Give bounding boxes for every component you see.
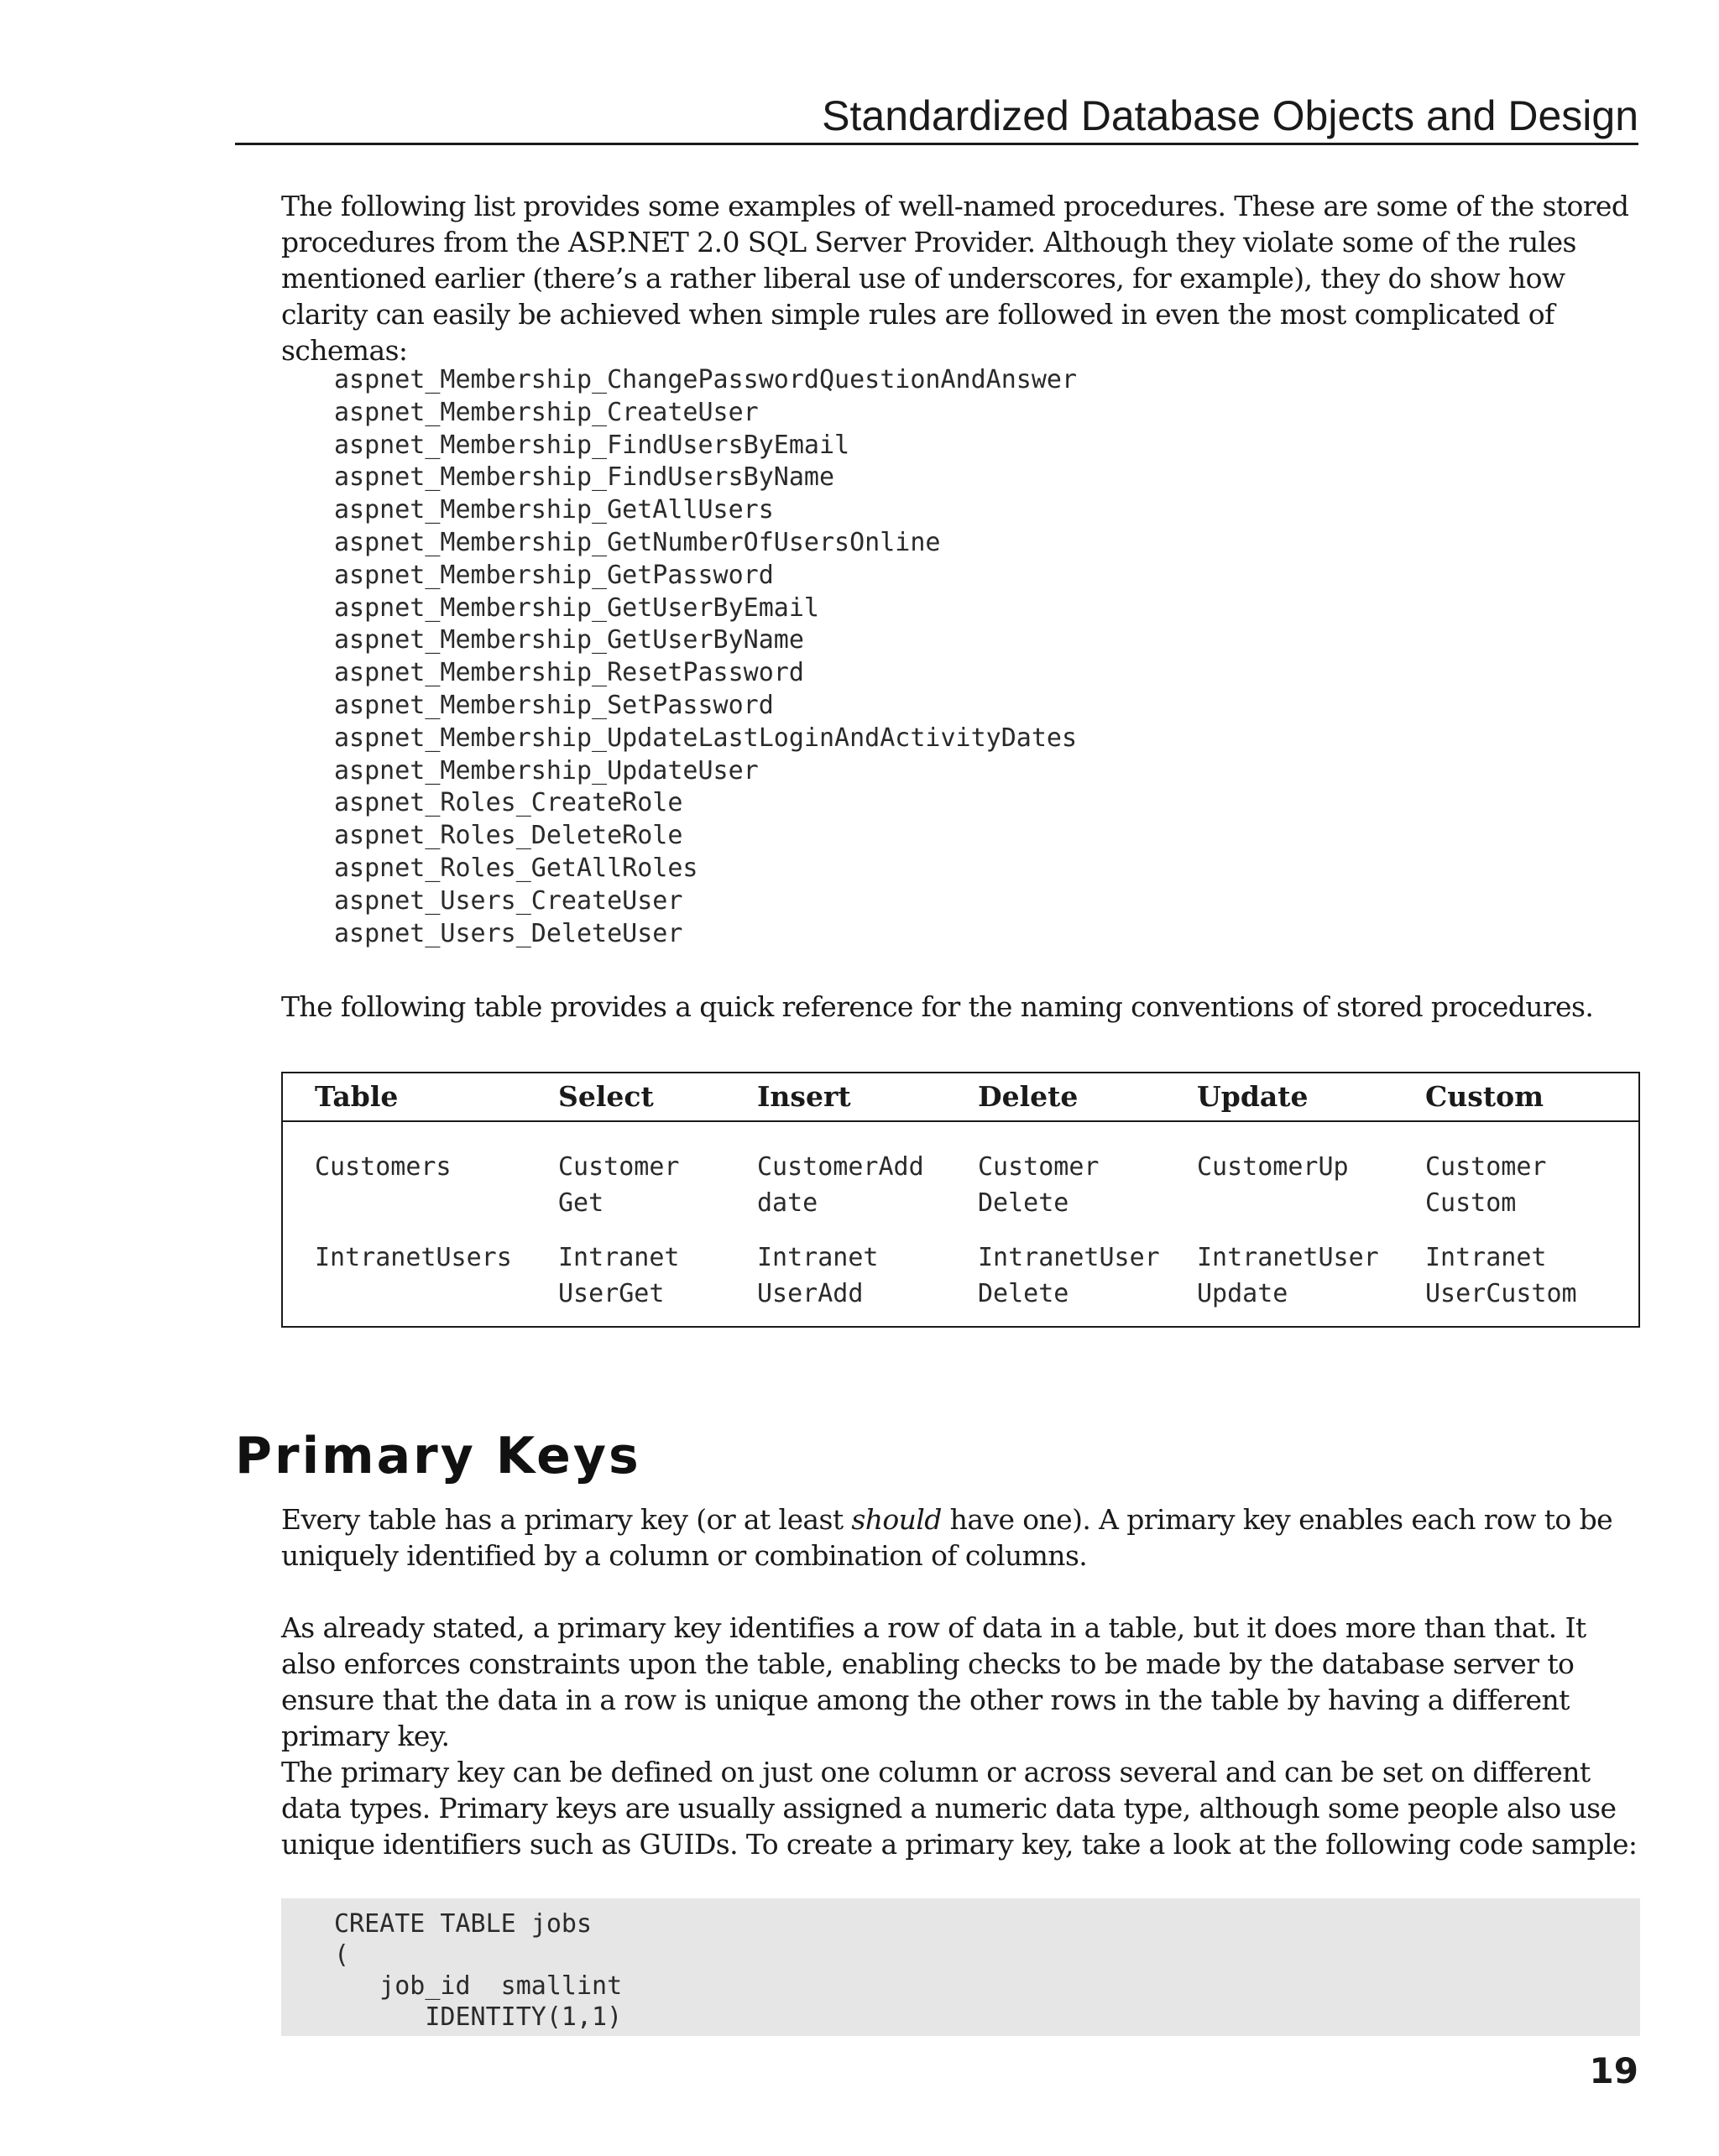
procedure-item: aspnet_Membership_ResetPassword [334, 658, 804, 688]
table-cell: Intranet UserGet [558, 1243, 680, 1308]
table-cell: Customer Delete [978, 1152, 1100, 1218]
p1-text-before: Every table has a primary key (or at least [281, 1503, 852, 1536]
procedure-item: aspnet_Membership_GetPassword [334, 560, 774, 590]
table-cell: CustomerAdd date [757, 1152, 924, 1218]
procedure-item: aspnet_Membership_FindUsersByEmail [334, 430, 850, 460]
procedure-item: aspnet_Roles_GetAllRoles [334, 853, 698, 883]
procedure-item: aspnet_Users_DeleteUser [334, 918, 683, 948]
procedure-item: aspnet_Membership_GetNumberOfUsersOnline [334, 527, 941, 557]
primary-key-paragraph-2: As already stated, a primary key identifies a row of data in a table, but it does more than that. It also enforces constraints upon the table, enabling checks to be made by the database server to ensure that the data in a row is unique among the other rows in the table by having a different primary key. [281, 1611, 1586, 1752]
code-sample: CREATE TABLE jobs ( job_id smallint IDENTITY(1,1) [281, 1898, 1640, 2036]
header-custom: Custom [1425, 1080, 1544, 1113]
procedure-item: aspnet_Users_CreateUser [334, 885, 683, 916]
p1-text-after: have one). A primary key enables each row to be uniquely identified by a column or combination of columns. [281, 1503, 1613, 1572]
table-cell: IntranetUsers [315, 1243, 512, 1272]
header-update: Update [1197, 1080, 1309, 1113]
procedure-item: aspnet_Membership_UpdateUser [334, 755, 759, 786]
table-cell: Intranet UserAdd [757, 1243, 879, 1308]
header-insert: Insert [757, 1080, 851, 1113]
procedure-item: aspnet_Membership_CreateUser [334, 397, 759, 427]
p1-emphasis: should [851, 1503, 942, 1536]
table-cell: IntranetUser Delete [978, 1243, 1160, 1308]
table-intro: The following table provides a quick reference for the naming conventions of stored procedures. [281, 990, 1594, 1023]
table-header-row [283, 1073, 1638, 1122]
intro-paragraph: The following list provides some examples of well-named procedures. These are some of the stored procedures from the ASP.NET 2.0 SQL Server Provider. Although they violate some of the rules mentioned earlier (there’s a rather liberal use of underscores, for example), they do show how clarity can easily be achieved when simple rules are followed in even the most complicated of schemas: [281, 190, 1629, 367]
header-delete: Delete [978, 1080, 1079, 1113]
table-cell: Customer Get [558, 1152, 680, 1218]
procedure-item: aspnet_Roles_DeleteRole [334, 821, 683, 851]
procedure-item: aspnet_Membership_SetPassword [334, 690, 774, 720]
header-table: Table [315, 1080, 399, 1113]
procedure-item: aspnet_Membership_UpdateLastLoginAndActivityDates [334, 723, 1078, 753]
section-title: Primary Keys [235, 1427, 641, 1485]
page-number: 19 [1589, 2050, 1638, 2091]
procedure-item: aspnet_Membership_FindUsersByName [334, 462, 835, 493]
table-cell: Customer Custom [1425, 1152, 1547, 1218]
running-head: Standardized Database Objects and Design [822, 92, 1638, 139]
procedure-list [334, 364, 1077, 950]
naming-table [281, 1072, 1640, 1328]
header-rule [235, 143, 1638, 145]
table-cell: CustomerUp [1197, 1152, 1349, 1182]
procedure-item: aspnet_Roles_CreateRole [334, 788, 683, 818]
table-cell: IntranetUser Update [1197, 1243, 1379, 1308]
procedure-item: aspnet_Membership_GetUserByName [334, 625, 804, 655]
header-select: Select [558, 1080, 654, 1113]
procedure-item: aspnet_Membership_GetAllUsers [334, 495, 774, 525]
table-cell: Customers [315, 1152, 452, 1182]
primary-key-paragraph-3: The primary key can be defined on just one column or across several and can be set on different data types. Primary keys are usually assigned a numeric data type, although some people also use unique identifiers such as GUIDs. To create a primary key, take a look at the following code sample: [281, 1756, 1638, 1861]
primary-key-paragraph-1 [281, 1501, 1641, 1574]
procedure-item: aspnet_Membership_GetUserByEmail [334, 593, 819, 623]
table-cell: Intranet UserCustom [1425, 1243, 1577, 1308]
procedure-item: aspnet_Membership_ChangePasswordQuestionAndAnswer [334, 365, 1078, 394]
